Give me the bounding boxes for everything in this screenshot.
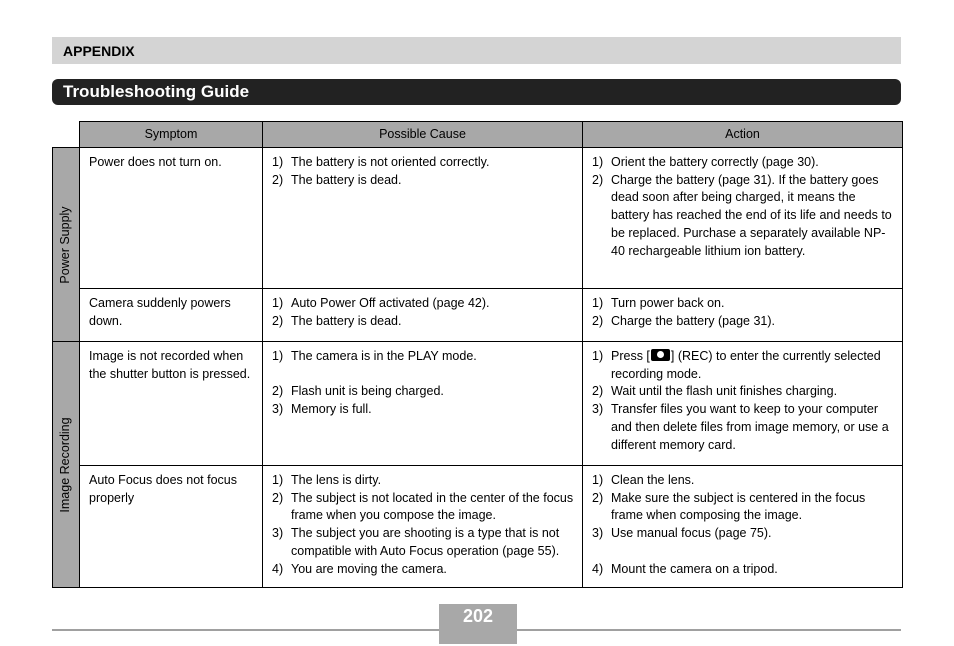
list-item: 2) The battery is dead. bbox=[272, 172, 402, 187]
group-label: Power Supply bbox=[58, 205, 73, 284]
list-item: 1) The lens is dirty. bbox=[272, 473, 382, 487]
action-cell bbox=[583, 342, 903, 466]
list-item: 4) Mount the camera on a tripod. bbox=[592, 561, 778, 576]
appendix-header bbox=[52, 37, 901, 64]
table-row bbox=[53, 466, 903, 588]
page-number: 202 bbox=[462, 606, 494, 626]
column-header-action: Action bbox=[583, 122, 903, 148]
table-row bbox=[53, 289, 903, 342]
list-item: 3) Transfer files you want to keep to your computer and then delete files from image memory, or use a different memory card. bbox=[592, 402, 889, 452]
group-image-recording bbox=[53, 342, 80, 588]
list-item: 3) Use manual focus (page 75). bbox=[592, 526, 772, 541]
list-item: 2) Charge the battery (page 31). If the battery goes dead soon after being charged, it means the battery has reached the end of its life and needs to be replaced. Purchase a separately available NP-40 rechargeable lithium ion battery. bbox=[592, 172, 892, 258]
title-bar bbox=[52, 79, 901, 105]
column-header-symptom: Symptom bbox=[80, 122, 263, 148]
symptom-cell: Image is not recorded when the shutter button is pressed. bbox=[80, 342, 263, 466]
list-item: 1) Orient the battery correctly (page 30). bbox=[592, 155, 819, 169]
list-item: 1) Clean the lens. bbox=[592, 473, 695, 487]
list-item: 2) Flash unit is being charged. bbox=[272, 384, 444, 399]
list-item: 2) Charge the battery (page 31). bbox=[592, 313, 775, 328]
header-blank-cell bbox=[53, 122, 80, 148]
list-item: 2) The battery is dead. bbox=[272, 313, 402, 328]
cause-cell bbox=[263, 466, 583, 588]
group-power-supply bbox=[53, 148, 80, 342]
rec-text: ] (REC) to enter the currently selected recording mode. bbox=[611, 349, 881, 381]
list-item: 1) Auto Power Off activated (page 42). bbox=[272, 296, 490, 310]
list-item: 3) Memory is full. bbox=[272, 402, 372, 417]
action-cell bbox=[583, 289, 903, 342]
symptom-cell: Power does not turn on. bbox=[80, 148, 263, 289]
cause-cell bbox=[263, 289, 583, 342]
section-label: APPENDIX bbox=[63, 43, 135, 59]
symptom-cell: Camera suddenly powers down. bbox=[80, 289, 263, 342]
camera-icon bbox=[651, 349, 670, 361]
press-text: Press [ bbox=[611, 349, 650, 363]
list-item: 2) Make sure the subject is centered in the focus frame when composing the image. bbox=[592, 490, 866, 523]
list-item: 1) The battery is not oriented correctly. bbox=[272, 155, 490, 169]
list-item: 3) The subject you are shooting is a type that is not compatible with Auto Focus operation (page 55). bbox=[272, 526, 560, 558]
list-item: 1) Press [ ] (REC) to enter the currently selected recording mode. bbox=[592, 349, 881, 381]
action-cell bbox=[583, 148, 903, 289]
cause-cell bbox=[263, 148, 583, 289]
table-row bbox=[53, 148, 903, 289]
cause-cell bbox=[263, 342, 583, 466]
table-row bbox=[53, 342, 903, 466]
list-item: 1) Turn power back on. bbox=[592, 296, 725, 310]
list-item: 2) Wait until the flash unit finishes charging. bbox=[592, 384, 838, 399]
column-header-cause: Possible Cause bbox=[263, 122, 583, 148]
page-number-box bbox=[439, 604, 517, 644]
list-item: 2) The subject is not located in the center of the focus frame when you compose the image. bbox=[272, 490, 574, 523]
troubleshooting-table bbox=[52, 121, 903, 588]
action-cell bbox=[583, 466, 903, 588]
page-title: Troubleshooting Guide bbox=[63, 82, 250, 101]
list-item: 1) The camera is in the PLAY mode. bbox=[272, 349, 477, 363]
table-header-row bbox=[53, 122, 903, 148]
list-item: 4) You are moving the camera. bbox=[272, 561, 447, 576]
symptom-cell: Auto Focus does not focus properly bbox=[80, 466, 263, 588]
group-label: Image Recording bbox=[58, 416, 73, 513]
